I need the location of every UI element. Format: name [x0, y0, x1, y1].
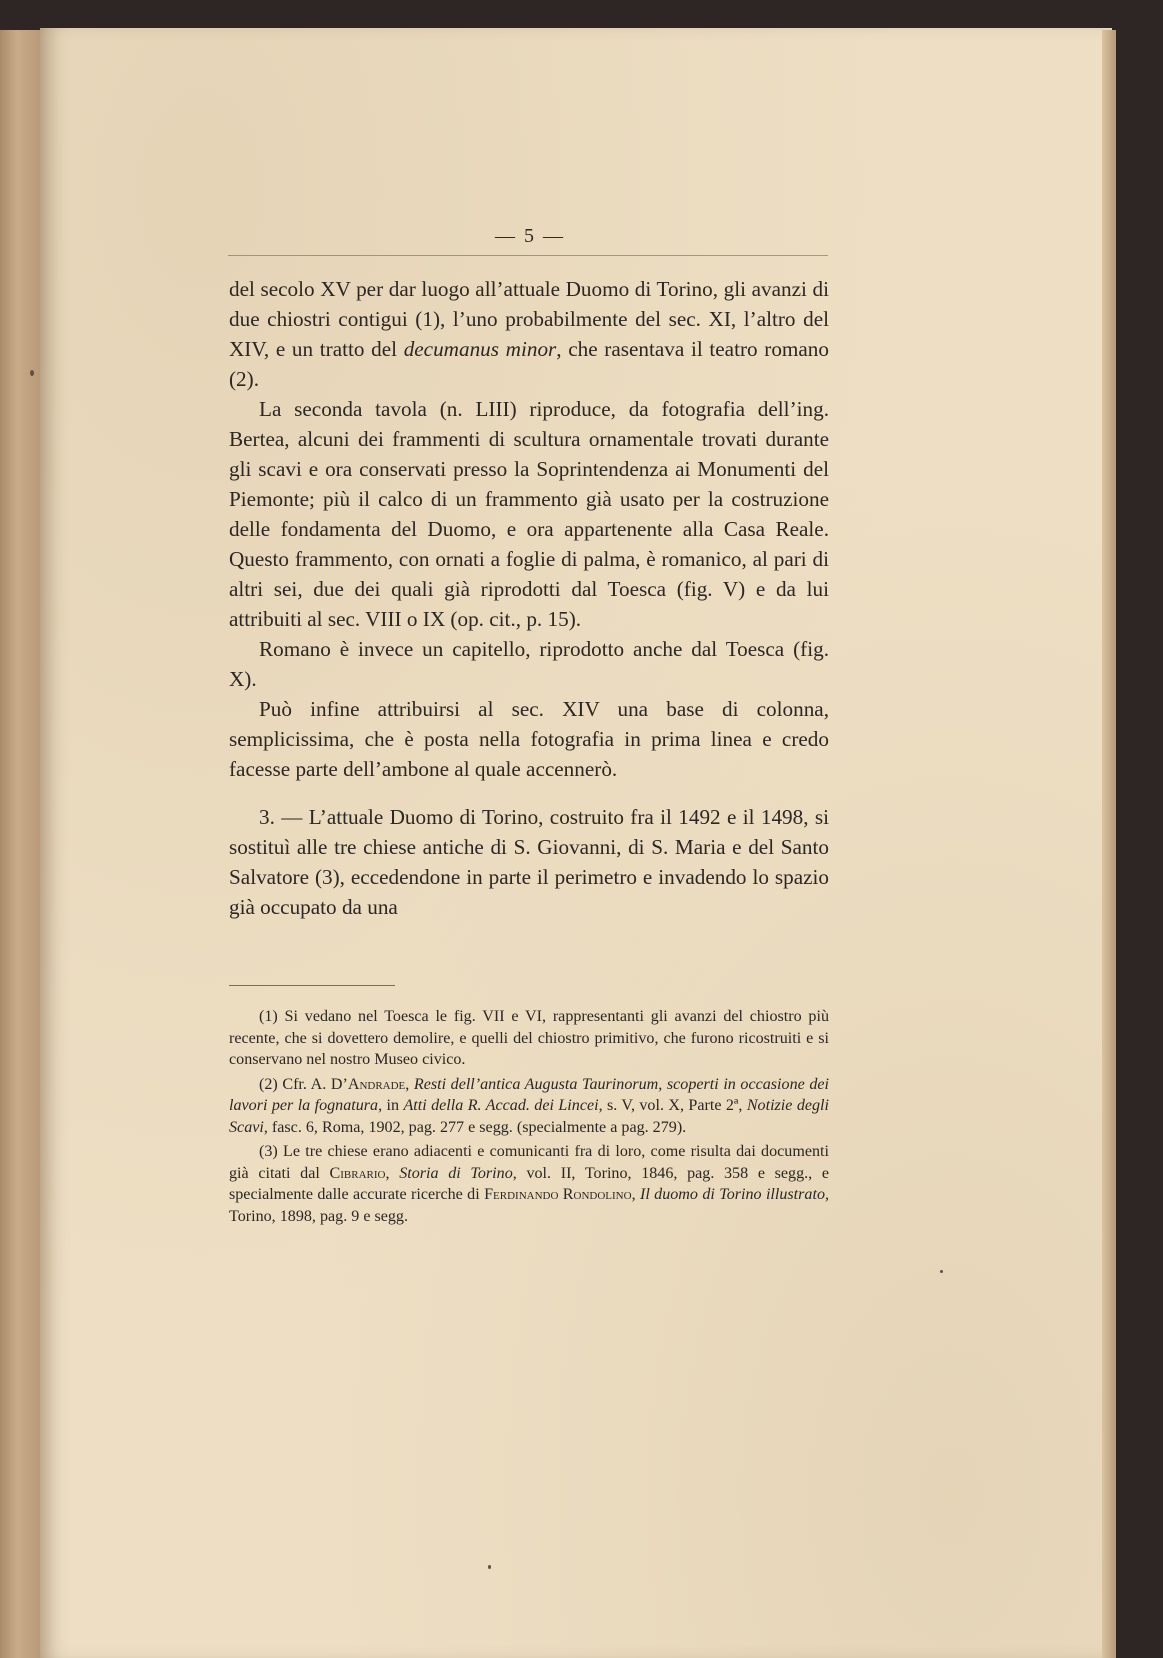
paragraph-2: La seconda tavola (n. LIII) riproduce, da fotografia dell’ing. Bertea, alcuni dei frammenti di scultura ornamentale trovati durante gli scavi e ora conservati presso la Soprintendenza ai Monumenti del Piemonte; più il calco di un frammento già usato per la costruzione delle fondamenta del Duomo, e ora appartenente alla Casa Reale. Questo frammento, con ornati a foglie di palma, è romanico, al pari di altri sei, due dei quali già riprodotti dal Toesca (fig. V) e da lui attribuiti al sec. VIII o IX (op. cit., p. 15).	[229, 397, 829, 631]
main-text	[229, 274, 829, 922]
paper-speck	[488, 1565, 491, 1569]
paper-speck	[30, 370, 34, 376]
left-page-edge	[0, 30, 42, 1658]
footnote-1: (1) Si vedano nel Toesca le fig. VII e VI, rappresentanti gli avanzi del chiostro più recente, che si dovettero demolire, e quelli del chiostro primitivo, che furono ricostruiti e si conservano nel nostro Museo civico.	[229, 1008, 829, 1068]
footnotes	[229, 1006, 829, 1227]
footnote-2: (2) Cfr. A. D’Andrade, Resti dell’antica Augusta Taurinorum, scoperti in occasione dei lavori per la fognatura, in Atti della R. Accad. dei Lincei, s. V, vol. X, Parte 2ª, Notizie degli Scavi, fasc. 6, Roma, 1902, pag. 277 e segg. (specialmente a pag. 279).	[229, 1075, 829, 1136]
footnote-3: (3) Le tre chiese erano adiacenti e comunicanti fra di loro, come risulta dai documenti già citati dal Cibrario, Storia di Torino, vol. II, Torino, 1846, pag. 358 e segg., e specialmente dalle accurate ricerche di Ferdinando Rondolino, Il duomo di Torino illustrato, Torino, 1898, pag. 9 e segg.	[229, 1143, 830, 1225]
paragraph-5: 3. — L’attuale Duomo di Torino, costruito fra il 1492 e il 1498, si sostituì alle tre chiese antiche di S. Giovanni, di S. Maria e del Santo Salvatore (3), eccedendone in parte il perimetro e invadendo lo spazio già occupato da una	[229, 805, 829, 919]
paragraph-4: Può infine attribuirsi al sec. XIV una base di colonna, semplicissima, che è posta nella fotografia in prima linea e credo facesse parte dell’ambone al quale accennerò.	[229, 697, 829, 781]
page-number: — 5 —	[495, 225, 565, 247]
header-rule	[228, 255, 828, 256]
paper-speck	[940, 1270, 943, 1273]
paragraph-3: Romano è invece un capitello, riprodotto anche dal Toesca (fig. X).	[229, 637, 829, 691]
page-header	[230, 225, 830, 255]
paragraph-1: del secolo XV per dar luogo all’attuale Duomo di Torino, gli avanzi di due chiostri contigui (1), l’uno probabilmente del sec. XI, l’altro del XIV, e un tratto del decumanus minor, che rasentava il teatro romano (2).	[229, 277, 829, 391]
right-page-edge	[1102, 30, 1116, 1658]
footnote-rule	[229, 985, 395, 986]
